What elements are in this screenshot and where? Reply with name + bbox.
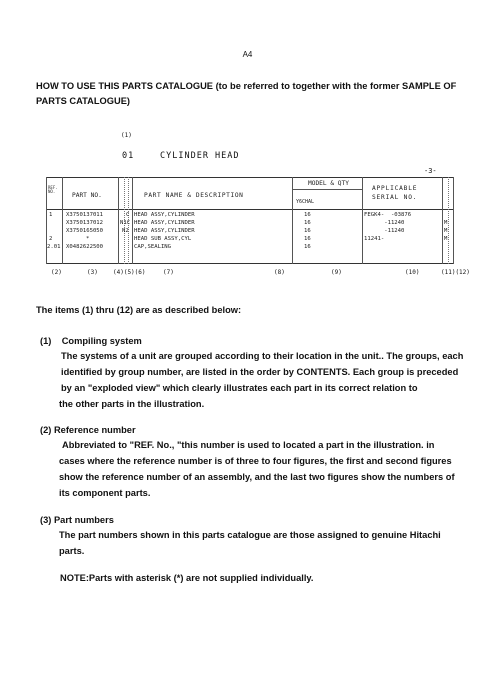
row-ref: 2.01 xyxy=(47,244,61,250)
row-serial: -11240 xyxy=(364,228,405,234)
table-bottom-rule xyxy=(46,263,454,264)
header-ref-no: REF. NO. xyxy=(48,185,58,194)
body-line: cases where the reference number is of three to four figures, the first and second figures xyxy=(59,456,452,466)
sample-group-number: 01 xyxy=(122,151,135,161)
row-suffix: M xyxy=(444,236,448,242)
section-body xyxy=(40,437,455,501)
body-line: parts. xyxy=(59,546,85,556)
row-serial: 11241- xyxy=(364,236,385,242)
page-title: HOW TO USE THIS PARTS CATALOGUE (to be referred to together with the former SAMPLE OF PARTS CATALOGUE) xyxy=(36,81,457,106)
row-part-name: HEAD ASSY,CYLINDER xyxy=(134,220,195,226)
header-applicable: APPLICABLE xyxy=(372,185,418,192)
column-marker: (2) xyxy=(51,269,62,276)
table-row xyxy=(46,243,454,251)
row-qty: 16 xyxy=(304,228,311,234)
section-title: (3) Part numbers xyxy=(40,515,114,525)
section-title: (2) Reference number xyxy=(40,425,136,435)
row-part-name: HEAD SUB ASSY,CYL xyxy=(134,236,192,242)
row-part-no: * xyxy=(86,236,90,242)
body-line: the other parts in the illustration. xyxy=(59,399,205,409)
row-suffix: M xyxy=(444,220,448,226)
body-line: Abbreviated to "REF. No., "this number is used to located a part in the illustration. in xyxy=(62,440,435,450)
body-line: its component parts. xyxy=(59,488,151,498)
row-qty: 16 xyxy=(304,236,311,242)
asterisk-note: NOTE:Parts with asterisk (*) are not supplied individually. xyxy=(60,573,314,583)
row-qty: 16 xyxy=(304,244,311,250)
row-part-no: X0482622500 xyxy=(66,244,104,250)
items-intro: The items (1) thru (12) are as described below: xyxy=(36,305,242,315)
model-qty-divider xyxy=(292,189,362,190)
header-serial-no: SERIAL NO. xyxy=(372,194,418,201)
table-row xyxy=(46,219,454,227)
body-line: The systems of a unit are grouped according to their location in the unit.. The groups, each xyxy=(61,351,464,361)
row-part-no: X3750137012 xyxy=(66,220,104,226)
body-line: by an "exploded view" which clearly illustrates each part in its correct relation to xyxy=(61,383,418,393)
row-mark: N2 xyxy=(122,228,129,234)
table-header-rule xyxy=(46,209,454,210)
section-body xyxy=(40,348,463,412)
row-part-no: X3750165050 xyxy=(66,228,104,234)
row-serial: FEGK4- -03876 xyxy=(364,212,412,218)
row-mark: N1C xyxy=(120,220,131,226)
table-top-rule xyxy=(46,177,454,178)
section-title: (1) Compiling system xyxy=(40,336,142,346)
header-part-name: PART NAME & DESCRIPTION xyxy=(144,192,244,199)
column-marker: (4)(5)(6) xyxy=(113,269,146,276)
column-marker: (10) xyxy=(405,269,420,276)
row-part-no: X3750137011 xyxy=(66,212,104,218)
column-marker: (8) xyxy=(274,269,285,276)
sample-parts-table xyxy=(46,177,454,264)
sample-marker-1: (1) xyxy=(121,132,132,139)
body-line: The part numbers shown in this parts catalogue are those assigned to genuine Hitachi xyxy=(59,530,441,540)
column-marker: (3) xyxy=(87,269,98,276)
column-marker: (7) xyxy=(163,269,174,276)
row-ref: 1 xyxy=(49,212,53,218)
header-part-no: PART NO. xyxy=(72,192,102,199)
sample-group-name: CYLINDER HEAD xyxy=(160,151,240,161)
row-suffix: M xyxy=(444,228,448,234)
section-body xyxy=(40,527,441,559)
column-marker: (9) xyxy=(331,269,342,276)
body-line: show the reference number of an assembly, and the last two figures show the numbers of xyxy=(59,472,455,482)
table-row xyxy=(46,211,454,219)
page-label: A4 xyxy=(242,50,253,59)
column-markers xyxy=(0,269,495,279)
table-row xyxy=(46,227,454,235)
row-part-name: HEAD ASSY,CYLINDER xyxy=(134,212,195,218)
row-ref: 2 xyxy=(49,236,53,242)
sample-page-ref: -3- xyxy=(424,167,437,175)
header-model-qty: MODEL & QTY xyxy=(308,180,349,187)
row-serial: -11240 xyxy=(364,220,405,226)
row-qty: 16 xyxy=(304,212,311,218)
row-part-name: CAP,SEALING xyxy=(134,244,172,250)
row-mark: C xyxy=(126,212,130,218)
body-line: identified by group number, are listed in the order by CONTENTS. Each group is preceded xyxy=(61,367,459,377)
column-marker: (11)(12) xyxy=(441,269,470,276)
row-part-name: HEAD ASSY,CYLINDER xyxy=(134,228,195,234)
row-qty: 16 xyxy=(304,220,311,226)
header-model-name: Y6CHAL xyxy=(296,199,315,205)
table-row xyxy=(46,235,454,243)
